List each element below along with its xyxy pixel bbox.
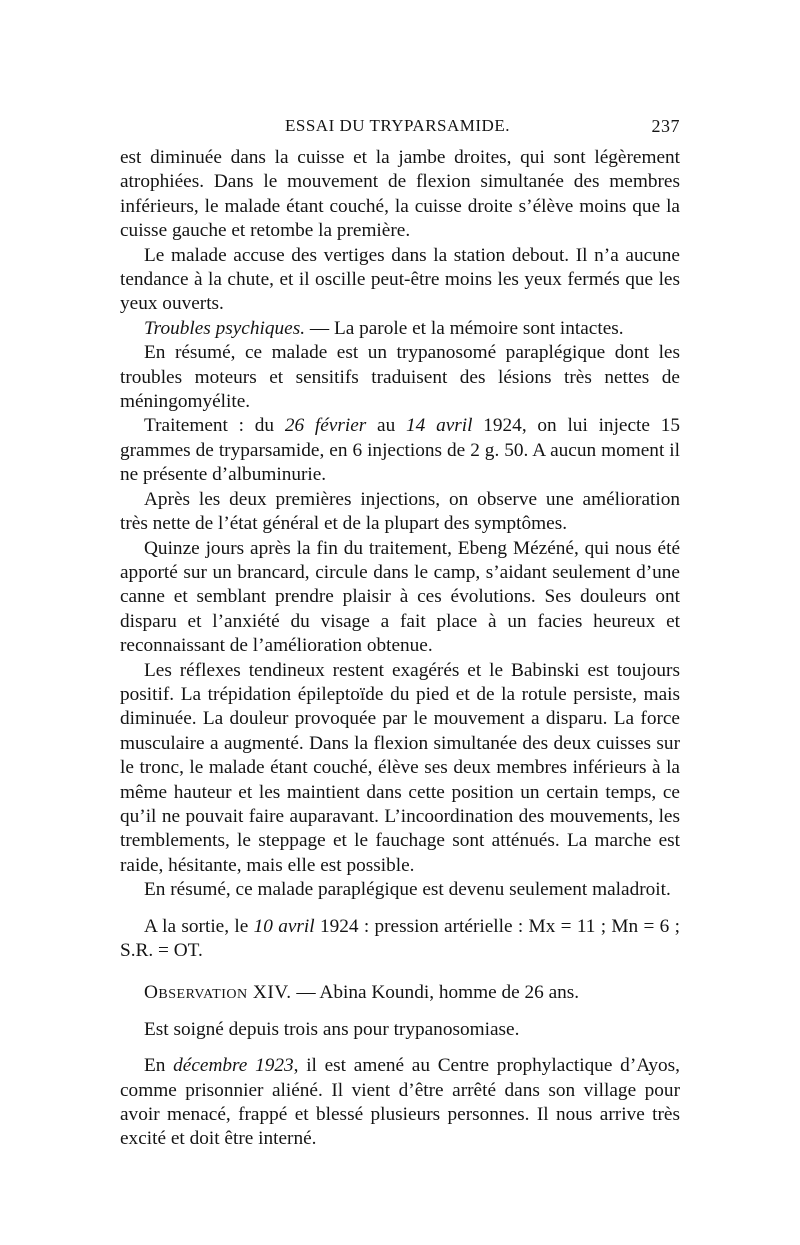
paragraph-text: , il est amené au Centre prophylactique d’Ayos, comme prisonnier aliéné. Il vient d’être arrêté dans son village pour avoir menacé, frappé et blessé plusieurs personnes. Il nous arrive très excité et doit être interné.	[120, 1055, 680, 1150]
paragraph	[120, 981, 680, 1005]
paragraph-text: Traitement : du	[144, 415, 285, 437]
paragraph: En résumé, ce malade paraplégique est devenu seulement maladroit.	[144, 879, 671, 901]
paragraph: Les réflexes tendineux restent exagérés et le Babinski est toujours positif. La trépidation épileptoïde du pied et de la rotule persiste, mais diminuée. La douleur provoquée par le mouvement a disparu. La force musculaire a augmenté. Dans la flexion simultanée des deux cuisses sur le tronc, le malade étant couché, élève ses deux membres inférieurs à la même hauteur et les maintient dans cette position un certain temps, ce qu’il ne pouvait faire auparavant. L’incoordination des mouvements, les tremblements, le steppage et le fauchage sont atténués. La marche est raide, hésitante, mais elle est possible.	[120, 659, 680, 876]
paragraph: Le malade accuse des vertiges dans la station debout. Il n’a aucune tendance à la chute, et il oscille peut-être moins les yeux fermés que les yeux ouverts.	[120, 244, 680, 315]
observation-label: Observation XIV.	[144, 982, 292, 1004]
paragraph	[120, 414, 680, 487]
paragraph-text: — Abina Koundi, homme de 26 ans.	[291, 982, 580, 1004]
paragraph: Quinze jours après la fin du traitement, Ebeng Mézéné, qui nous été apporté sur un brancard, circule dans le camp, s’aidant seulement d’une canne et semblant prendre plaisir à ces évolutions. Ses douleurs ont disparu et l’anxiété du visage a fait place à un facies heureux et reconnaissant de l’amélioration obtenue.	[120, 537, 680, 657]
paragraph: Est soigné depuis trois ans pour trypanosomiase.	[144, 1018, 520, 1040]
paragraph-text: — La parole et la mémoire sont intactes.	[305, 317, 624, 339]
running-title: ESSAI DU TRYPARSAMIDE.	[285, 116, 510, 135]
paragraph-text: 1924, on lui injecte 15 grammes de tryparsamide, en 6 injections de 2 g. 50. A aucun moment il ne présente d’albuminurie.	[120, 415, 681, 486]
paragraph: est diminuée dans la cuisse et la jambe droites, qui sont légèrement atrophiées. Dans le mouvement de flexion simultanée des membres inférieurs, le malade étant couché, la cuisse droite s’élève moins que la cuisse gauche et retombe la première.	[120, 147, 680, 242]
date: 26 février	[284, 415, 367, 437]
section-label: Troubles psychiques.	[144, 317, 306, 339]
page-body	[120, 146, 680, 1152]
page-header	[120, 112, 680, 140]
paragraph	[120, 1054, 680, 1152]
paragraph: Après les deux premières injections, on observe une amélioration très nette de l’état général et de la plupart des symptômes.	[120, 488, 680, 535]
date: décembre 1923	[173, 1055, 294, 1077]
date: 14 avril	[406, 415, 473, 437]
paragraph-text: En	[144, 1055, 174, 1077]
paragraph-text: 1924 : pression artérielle : Mx = 11 ; Mn = 6 ; S.R. = OT.	[120, 915, 680, 961]
paragraph: En résumé, ce malade est un trypanosomé paraplégique dont les troubles moteurs et sensitifs traduisent des lésions très nettes de méningomyélite.	[120, 342, 680, 413]
paragraph-text: A la sortie, le	[144, 915, 254, 937]
paragraph	[120, 317, 680, 341]
paragraph-text: au	[366, 415, 407, 437]
date: 10 avril	[253, 915, 315, 937]
page-number: 237	[651, 116, 680, 136]
paragraph	[120, 915, 680, 964]
